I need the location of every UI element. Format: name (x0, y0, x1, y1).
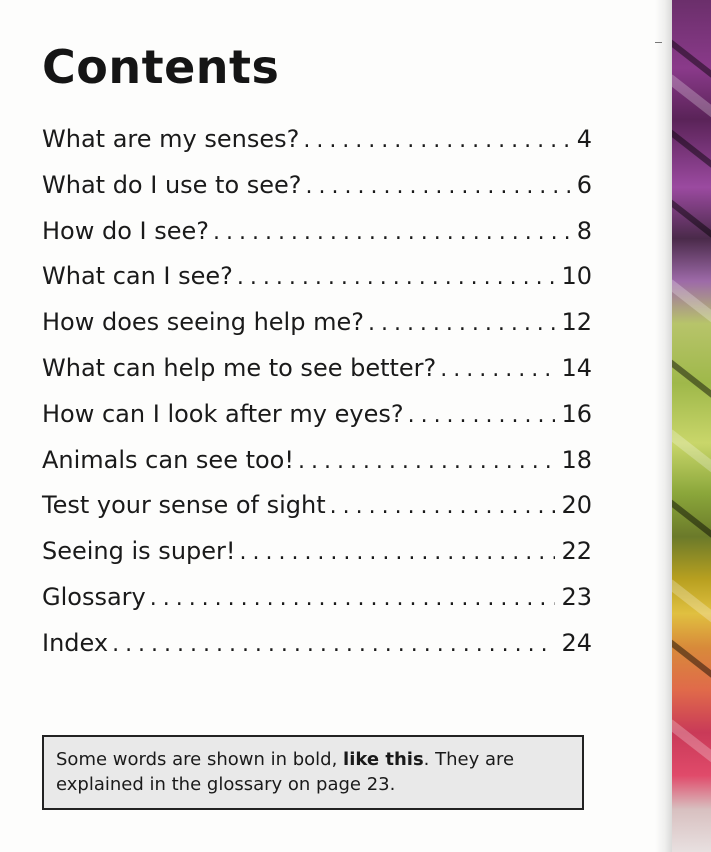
toc-entry-page: 18 (561, 445, 592, 474)
spine-streak (672, 359, 711, 407)
toc-entry (42, 537, 592, 583)
toc-entry (42, 171, 592, 217)
spine-highlight (672, 430, 711, 481)
toc-entry-label: How can I look after my eyes? (42, 399, 404, 428)
spine-streak (672, 129, 711, 177)
note-text-end: . They are explained in the glossary on page 23. (56, 749, 515, 795)
dot-leader (330, 494, 556, 519)
spine-streak (672, 499, 711, 547)
toc-entry (42, 583, 592, 629)
spine-highlight (672, 720, 711, 771)
page-mark (655, 42, 662, 43)
toc-entry-page: 16 (561, 399, 592, 428)
dot-leader (440, 357, 555, 382)
toc-entry-label: Glossary (42, 582, 146, 611)
dot-leader (213, 220, 571, 245)
toc-entry-label: Seeing is super! (42, 537, 236, 566)
spine-streak (672, 639, 711, 687)
toc-entry-page: 22 (561, 537, 592, 566)
dot-leader (408, 403, 556, 428)
toc-entry-label: What can help me to see better? (42, 353, 437, 382)
toc-entry (42, 446, 592, 492)
toc-entry-label: Animals can see too! (42, 445, 294, 474)
glossary-note-box (42, 735, 584, 810)
toc-entry-label: What can I see? (42, 262, 233, 291)
toc-entry (42, 217, 592, 263)
toc-entry-page: 4 (576, 125, 592, 153)
toc-entry-page: 12 (561, 308, 592, 337)
toc-entry-page: 10 (561, 262, 592, 291)
dot-leader (240, 540, 556, 565)
dot-leader (306, 174, 571, 199)
toc-entry-page: 24 (561, 628, 592, 657)
note-text-start: Some words are shown in bold, (56, 749, 344, 770)
toc-entry (42, 308, 592, 354)
toc-entry-page: 8 (576, 216, 592, 245)
toc-entry-label: Index (42, 628, 109, 657)
toc-entry-page: 23 (561, 582, 592, 611)
dot-leader (298, 449, 555, 474)
toc-entry (42, 629, 592, 675)
toc-entry (42, 262, 592, 308)
spine-streak (672, 199, 711, 247)
facing-page-edge (672, 0, 711, 852)
toc-entry (42, 354, 592, 400)
toc-entry-label: How does seeing help me? (42, 308, 364, 337)
toc-entry-page: 14 (561, 353, 592, 382)
spine-highlight (672, 580, 711, 631)
dot-leader (303, 128, 570, 153)
toc-entry-label: How do I see? (42, 216, 210, 245)
toc-entry (42, 491, 592, 537)
toc-entry-page: 20 (561, 491, 592, 520)
table-of-contents (42, 125, 592, 675)
dot-leader (150, 586, 556, 611)
toc-entry (42, 400, 592, 446)
toc-entry-label: Test your sense of sight (42, 491, 326, 520)
dot-leader (368, 311, 555, 336)
dot-leader (237, 265, 556, 290)
toc-entry-page: 6 (576, 170, 592, 199)
note-bold-example: like this (343, 749, 424, 770)
toc-entry (42, 125, 592, 171)
toc-entry-label: What are my senses? (42, 125, 300, 153)
spine-highlight (672, 75, 711, 126)
page-edge-shadow (655, 0, 672, 852)
page-title: Contents (42, 40, 280, 94)
dot-leader (112, 632, 555, 657)
toc-entry-label: What do I use to see? (42, 170, 302, 199)
spine-highlight (672, 280, 711, 331)
